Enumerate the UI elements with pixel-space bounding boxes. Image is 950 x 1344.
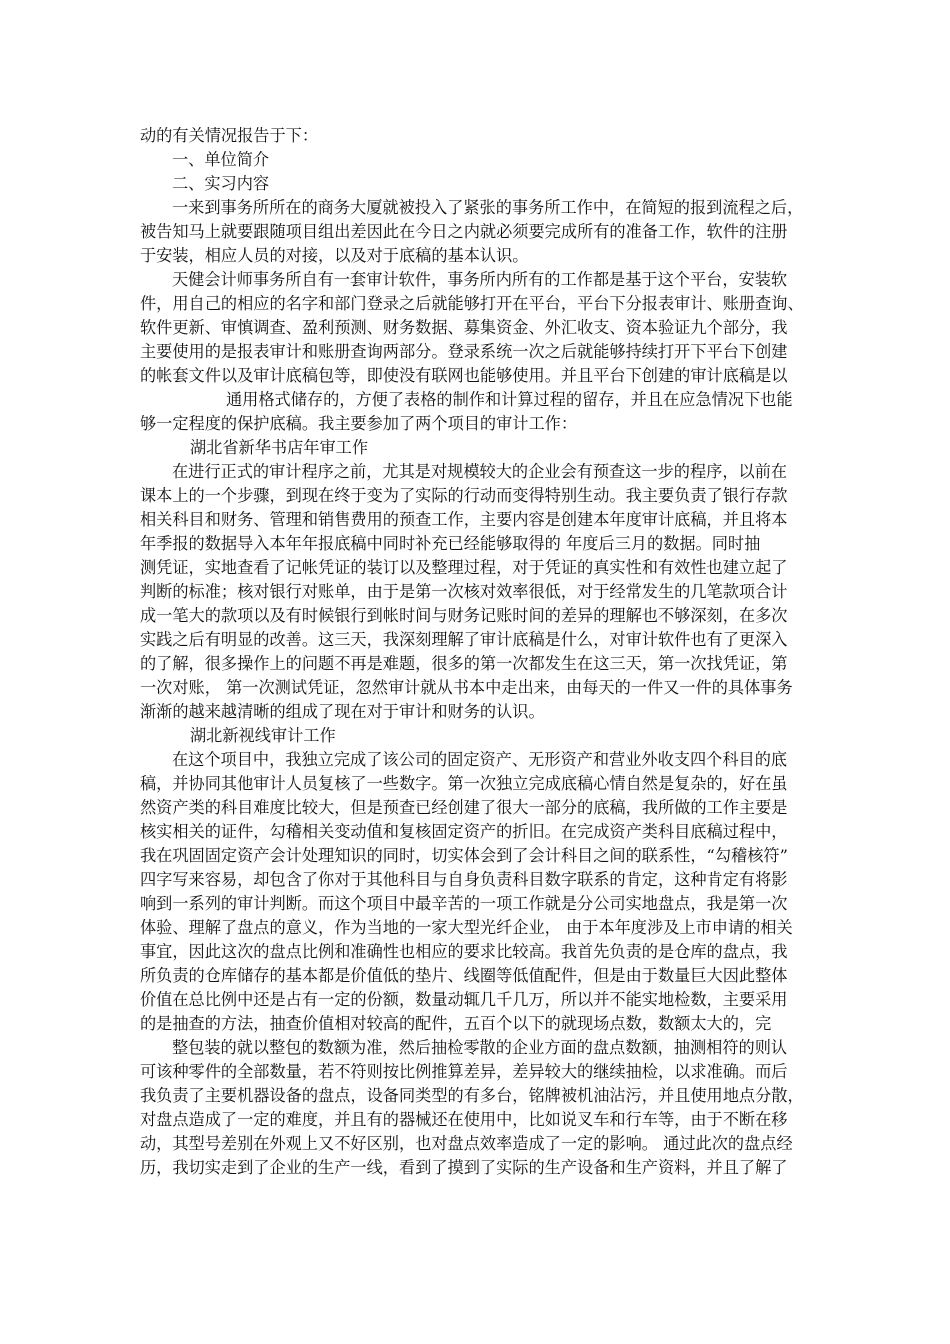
text-line: 整包装的就以整包的数额为准，然后抽检零散的企业方面的盘点数额，抽测相符的则认 [172, 1038, 788, 1057]
text-line: 的是抽查的方法，抽查价值相对较高的配件，五百个以下的就现场点数，数额太大的，完 [140, 1014, 772, 1033]
text-line: 湖北省新华书店年审工作 [190, 438, 369, 457]
text-line: 我在巩固固定资产会计处理知识的同时，切实体会到了会计科目之间的联系性，“勾稽核符” [140, 846, 788, 865]
text-line: 的了解，很多操作上的问题不再是难题，很多的第一次都发生在这三天，第一次找凭证，第 [140, 654, 788, 673]
text-line: 在这个项目中，我独立完成了该公司的固定资产、无形资产和营业外收支四个科目的底 [172, 750, 788, 769]
text-line: 我负责了主要机器设备的盘点，设备同类型的有多台，铭牌被机油沾污，并且使用地点分散， [140, 1086, 804, 1105]
text-line: 在进行正式的审计程序之前，尤其是对规模较大的企业会有预查这一步的程序，以前在 [172, 462, 788, 481]
text-line: 软件更新、审慎调查、盈利预测、财务数据、募集资金、外汇收支、资本验证九个部分，我 [140, 318, 788, 337]
text-line: 可该种零件的全部数量，若不符则按比例推算差异，差异较大的继续抽检，以求准确。而后 [140, 1062, 788, 1081]
text-line: 对盘点造成了一定的难度，并且有的器械还在使用中，比如说叉车和行车等，由于不断在移 [140, 1110, 788, 1129]
text-line: 实践之后有明显的改善。这三天，我深刻理解了审计底稿是什么，对审计软件也有了更深入 [140, 630, 788, 649]
text-line: 一来到事务所所在的商务大厦就被投入了紧张的事务所工作中，在简短的报到流程之后， [172, 198, 804, 217]
text-line: 稿，并协同其他审计人员复核了一些数字。第一次独立完成底稿心情自然是复杂的，好在虽 [140, 774, 788, 793]
text-line: 渐渐的越来越清晰的组成了现在对于审计和财务的认识。 [140, 702, 545, 721]
text-line: 响到一系列的审计判断。而这个项目中最辛苦的一项工作就是分公司实地盘点，我是第一次 [140, 894, 788, 913]
text-line: 体验、理解了盘点的意义，作为当地的一家大型光纤企业， 由于本年度涉及上市申请的相关 [140, 918, 793, 937]
text-line: 够一定程度的保护底稿。我主要参加了两个项目的审计工作： [140, 414, 578, 433]
text-line: 主要使用的是报表审计和账册查询两部分。登录系统一次之后就能够持续打开下平台下创建 [140, 342, 788, 361]
text-line: 天健会计师事务所自有一套审计软件，事务所内所有的工作都是基于这个平台，安装软 [172, 270, 788, 289]
text-line: 成一笔大的款项以及有时候银行到帐时间与财务记账时间的差异的理解也不够深刻，在多次 [140, 606, 788, 625]
text-line: 历，我切实走到了企业的生产一线，看到了摸到了实际的生产设备和生产资料，并且了解了 [140, 1158, 788, 1177]
text-line: 课本上的一个步骤，到现在终于变为了实际的行动而变得特别生动。我主要负责了银行存款 [140, 486, 788, 505]
text-line: 动的有关情况报告于下： [140, 126, 319, 145]
text-line: 核实相关的证件，勾稽相关变动值和复核固定资产的折旧。在完成资产类科目底稿过程中， [140, 822, 788, 841]
text-line: 的帐套文件以及审计底稿包等，即使没有联网也能够使用。并且平台下创建的审计底稿是以 [140, 366, 788, 385]
text-line: 年季报的数据导入本年年报底稿中同时补充已经能够取得的 年度后三月的数据。同时抽 [140, 534, 761, 553]
text-line: 相关科目和财务、管理和销售费用的预查工作，主要内容是创建本年度审计底稿，并且将本 [140, 510, 788, 529]
text-line: 被告知马上就要跟随项目组出差因此在今日之内就必须要完成所有的准备工作，软件的注册 [140, 222, 788, 241]
text-line: 件，用自己的相应的名字和部门登录之后就能够打开在平台，平台下分报表审计、账册查询、 [140, 294, 804, 313]
text-line: 一次对账， 第一次测试凭证，忽然审计就从书本中走出来，由每天的一件又一件的具体事务 [140, 678, 793, 697]
text-line: 于安装，相应人员的对接，以及对于底稿的基本认识。 [140, 246, 529, 265]
text-line: 湖北新视线审计工作 [190, 726, 336, 745]
text-line: 事宜，因此这次的盘点比例和准确性也相应的要求比较高。我首先负责的是仓库的盘点，我 [140, 942, 788, 961]
text-line: 四字写来容易，却包含了你对于其他科目与自身负责科目数字联系的肯定，这种肯定有将影 [140, 870, 788, 889]
text-line: 价值在总比例中还是占有一定的份额，数量动辄几千几万，所以并不能实地检数，主要采用 [140, 990, 788, 1009]
text-line: 判断的标准；核对银行对账单，由于是第一次核对效率很低，对于经常发生的几笔款项合计 [140, 582, 788, 601]
text-line: 动，其型号差别在外观上又不好区别，也对盘点效率造成了一定的影响。 通过此次的盘点经 [140, 1134, 793, 1153]
text-line: 二、实习内容 [172, 174, 270, 193]
text-line: 所负责的仓库储存的基本都是价值低的垫片、线圈等低值配件，但是由于数量巨大因此整体 [140, 966, 788, 985]
text-line: 测凭证，实地查看了记帐凭证的装订以及整理过程，对于凭证的真实性和有效性也建立起了 [140, 558, 788, 577]
text-line: 一、单位简介 [172, 150, 270, 169]
text-line: 然资产类的科目难度比较大，但是预查已经创建了很大一部分的底稿，我所做的工作主要是 [140, 798, 788, 817]
text-line: 通用格式储存的，方便了表格的制作和计算过程的留存，并且在应急情况下也能 [226, 390, 793, 409]
